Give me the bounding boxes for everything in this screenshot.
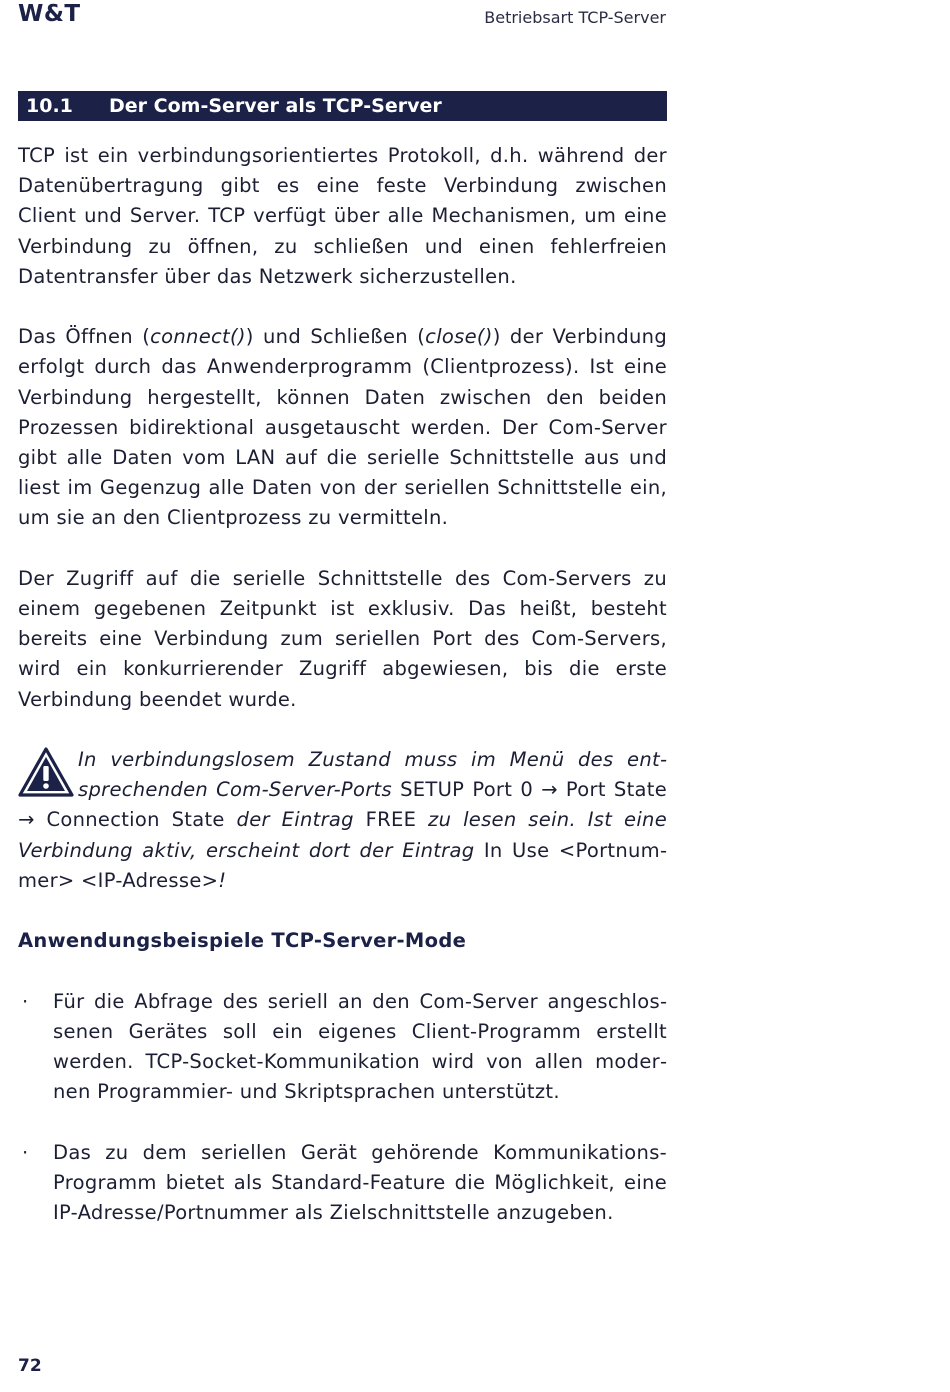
section-title: Der Com-Server als TCP-Server	[109, 95, 442, 117]
running-header-title: Betriebsart TCP-Server	[484, 8, 666, 27]
warning-triangle-icon	[18, 747, 74, 797]
page-number: 72	[18, 1356, 42, 1376]
close-function: close()	[425, 325, 493, 349]
paragraph-access: Der Zugriff auf die serielle Schnittstelle des Com-Servers zu einem gegebenen Zeitpunkt ist exklusiv. Das heißt, besteht bereits eine Verbindung zum seriellen Port des Com-Servers, wird ein konkurrierender Zugriff abgewiesen, bis die erste Verbindung beendet wurde.	[18, 566, 667, 711]
section-number: 10.1	[26, 95, 73, 117]
text-run: ) der Verbindung erfolgt durch das Anwenderprogramm (Clientprozess). Ist eine Verbindung hergestellt, können Daten zwischen den beiden Prozessen bidirektional ausgetauscht werden. Der Com-Server gibt alle Daten vom LAN auf die serielle Schnittstelle aus und liest im Gegenzug alle Daten von der seriellen Schnittstelle ein, um sie an den Clientprozess zu vermitteln.	[18, 325, 667, 530]
state-value-in-use: In Use <Portnummer> <IP-Adresse>	[18, 838, 667, 892]
text-run: der Eintrag	[224, 808, 366, 832]
warning-note	[18, 745, 667, 896]
menu-path: SETUP Port 0 → Port State → Connection State	[18, 778, 668, 832]
examples-heading: Anwendungsbeispiele TCP-Server-Mode	[18, 929, 467, 953]
bullet-dot: ·	[22, 1140, 29, 1164]
text-run: zu lesen sein. Ist eine Verbindung aktiv, erscheint dort der Eintrag	[18, 808, 667, 862]
list-item	[18, 1138, 667, 1229]
list-item	[18, 987, 667, 1108]
section-heading-bar	[18, 91, 667, 121]
connect-function: connect()	[150, 325, 246, 349]
text-run: In verbindungslosem Zustand muss im Menü des entsprechenden Com-Server-Ports	[78, 748, 667, 802]
company-logo: W&T	[18, 1, 81, 27]
text-run: !	[218, 868, 227, 892]
text-run: Das Öffnen (	[18, 325, 151, 349]
bullet-dot: ·	[22, 989, 29, 1013]
text-run: ) und Schließen (	[245, 325, 426, 349]
state-value-free: FREE	[365, 808, 417, 832]
list-item-text: Für die Abfrage des seriell an den Com-Server angeschlossenen Gerätes soll ein eigenes Client-Programm erstellt werden. TCP-Socket-Kommunikation wird von allen modernen Programmier- und Skriptsprachen unterstützt.	[53, 989, 667, 1104]
body-text	[18, 141, 667, 1258]
list-item-text: Das zu dem seriellen Gerät gehörende Kommunikations-Programm bietet als Standard-Feature die Möglichkeit, eine IP-Adresse/Portnummer als Zielschnittstelle anzugeben.	[53, 1140, 667, 1225]
paragraph-connect	[18, 322, 667, 533]
paragraph-intro: TCP ist ein verbindungsorientiertes Protokoll, d.h. während der Datenübertragung gibt es eine feste Verbindung zwischen Client und Server. TCP verfügt über alle Mechanismen, um eine Verbindung zu öffnen, zu schließen und einen fehlerfreien Datentransfer über das Netzwerk sicherzustellen.	[18, 144, 667, 288]
